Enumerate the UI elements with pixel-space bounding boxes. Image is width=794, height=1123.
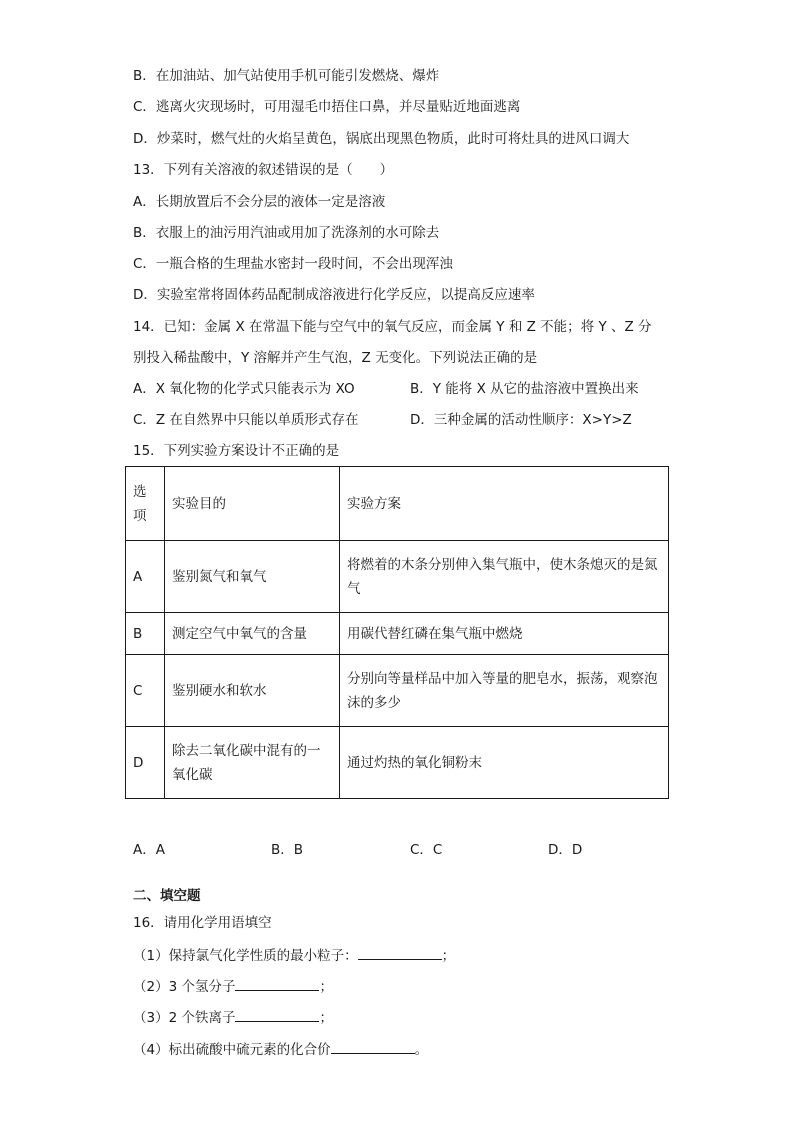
table-header-cell: 实验目的 <box>165 467 340 541</box>
table-row <box>126 613 669 655</box>
table-header-cell: 实验方案 <box>340 467 669 541</box>
q14-option-d: D．三种金属的活动性顺序：X>Y>Z <box>410 412 632 428</box>
table-cell: D <box>126 727 165 799</box>
q13-option-b: B．衣服上的油污用汽油或用加了洗涤剂的水可除去 <box>133 225 440 241</box>
answer-blank-4[interactable] <box>331 1039 415 1054</box>
q13-option-a: A．长期放置后不会分层的液体一定是溶液 <box>133 194 386 210</box>
q16-item-4-text: （4）标出硫酸中硫元素的化合价 <box>133 1042 331 1058</box>
q13-option-d: D．实验室常将固体药品配制成溶液进行化学反应，以提高反应速率 <box>133 287 535 303</box>
q15-stem: 15．下列实验方案设计不正确的是 <box>133 443 340 459</box>
q13-option-c: C．一瓶合格的生理盐水密封一段时间，不会出现浑浊 <box>133 256 453 272</box>
q14-option-c: C．Z 在自然界中只能以单质形式存在 <box>133 412 359 428</box>
q15-choice-d: D．D <box>548 842 583 858</box>
q16-item-2 <box>133 976 333 997</box>
answer-blank-3[interactable] <box>235 1007 319 1022</box>
q16-item-1-end: ； <box>441 948 456 964</box>
q14-stem-line1: 14．已知：金属 X 在常温下能与空气中的氧气反应，而金属 Y 和 Z 不能；将 Y 、Z 分 <box>133 319 652 335</box>
q16-item-4 <box>133 1039 428 1060</box>
table-row <box>126 727 669 799</box>
table-cell: A <box>126 541 165 613</box>
table-cell: 鉴别硬水和软水 <box>165 655 340 727</box>
table-cell: 将燃着的木条分别伸入集气瓶中，使木条熄灭的是氮气 <box>340 541 669 613</box>
q16-item-3-end: ； <box>319 1010 333 1026</box>
table-cell: C <box>126 655 165 727</box>
q16-item-1 <box>133 945 455 966</box>
q15-choice-c: C．C <box>410 842 443 858</box>
answer-blank-1[interactable] <box>358 945 442 960</box>
table-cell: 除去二氧化碳中混有的一氧化碳 <box>165 727 340 799</box>
q16-item-3-text: （3）2 个铁离子 <box>133 1010 236 1026</box>
q16-stem: 16．请用化学用语填空 <box>133 915 272 931</box>
table-header-cell: 选项 <box>126 467 165 541</box>
section-title: 二、填空题 <box>133 888 201 904</box>
table-cell: 鉴别氮气和氧气 <box>165 541 340 613</box>
q14-stem-line2: 别投入稀盐酸中，Y 溶解并产生气泡，Z 无变化。下列说法正确的是 <box>133 350 538 366</box>
experiment-table <box>125 466 669 799</box>
table-cell: 分别向等量样品中加入等量的肥皂水，振荡，观察泡沫的多少 <box>340 655 669 727</box>
q16-item-3 <box>133 1007 333 1028</box>
table-cell: 测定空气中氧气的含量 <box>165 613 340 655</box>
q16-item-2-end: ； <box>319 979 333 995</box>
q14-option-a: A．X 氧化物的化学式只能表示为 XO <box>133 381 355 397</box>
table-cell: 通过灼热的氧化铜粉末 <box>340 727 669 799</box>
answer-blank-2[interactable] <box>235 976 319 991</box>
q16-item-2-text: （2）3 个氢分子 <box>133 979 236 995</box>
q14-option-b: B．Y 能将 X 从它的盐溶液中置换出来 <box>410 381 639 397</box>
table-cell: 用碳代替红磷在集气瓶中燃烧 <box>340 613 669 655</box>
q16-item-4-end: 。 <box>414 1042 429 1058</box>
q15-choice-b: B．B <box>271 842 304 858</box>
q16-item-1-text: （1）保持氯气化学性质的最小粒子： <box>133 948 358 964</box>
table-row <box>126 655 669 727</box>
q12-option-c: C．逃离火灾现场时，可用湿毛巾捂住口鼻，并尽量贴近地面逃离 <box>133 99 521 115</box>
q15-choice-a: A．A <box>133 842 165 858</box>
q12-option-d: D．炒菜时，燃气灶的火焰呈黄色，锅底出现黑色物质，此时可将灶具的进风口调大 <box>133 131 630 147</box>
table-row <box>126 541 669 613</box>
q13-stem: 13．下列有关溶液的叙述错误的是（ ） <box>133 162 394 178</box>
table-header-row <box>126 467 669 541</box>
table-cell: B <box>126 613 165 655</box>
q12-option-b: B．在加油站、加气站使用手机可能引发燃烧、爆炸 <box>133 68 440 84</box>
